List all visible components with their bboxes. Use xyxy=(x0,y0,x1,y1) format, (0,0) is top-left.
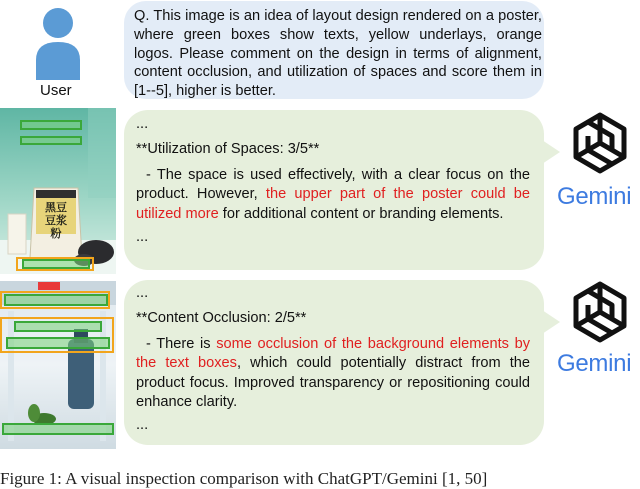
answer-1-text: ... **Utilization of Spaces: 3/5** - The space is used effectively, with a clear focus on the product. However, the upper part of the poster could be utilized more for additional content or branding elements. ... xyxy=(136,116,530,246)
text-box xyxy=(22,259,90,269)
logo-box xyxy=(38,282,60,290)
text-box xyxy=(2,423,114,435)
text-box xyxy=(4,294,108,306)
figure-caption: Figure 1: A visual inspection comparison with ChatGPT/Gemini [1, 50] xyxy=(0,469,488,488)
user-icon xyxy=(30,4,86,82)
chatgpt-logo xyxy=(566,278,634,346)
text-box xyxy=(20,120,82,130)
user-label: User xyxy=(40,82,72,99)
chatgpt-icon xyxy=(566,109,634,177)
text-box xyxy=(6,337,110,349)
answer-1-tail xyxy=(542,140,560,164)
poster-2 xyxy=(0,281,116,449)
gemini-logo: Gemini xyxy=(557,350,632,377)
text-box xyxy=(20,136,82,145)
chatgpt-icon xyxy=(566,278,634,346)
user-avatar xyxy=(30,4,86,82)
chatgpt-logo xyxy=(566,109,634,177)
poster-1 xyxy=(0,108,116,274)
poster-1-product-text: 黑豆豆浆粉 xyxy=(45,202,67,240)
answer-2-text: ... **Content Occlusion: 2/5** - There is some occlusion of the background elements by the text boxes, which could potentially distract from the product focus. Improved transparency or repositioning could enhance clarity. ... xyxy=(136,285,530,434)
gemini-logo: Gemini xyxy=(557,183,632,210)
poster-1-image xyxy=(0,108,116,274)
answer-2-tail xyxy=(542,310,560,334)
question-text: Q. This image is an idea of layout design rendered on a poster, where green boxes show texts, yellow underlays, orange logos. Please comment on the design in terms of alignment, content occlusion, and utilization of spaces and score them in [1--5], higher is better. xyxy=(134,8,542,100)
text-box xyxy=(14,321,102,332)
